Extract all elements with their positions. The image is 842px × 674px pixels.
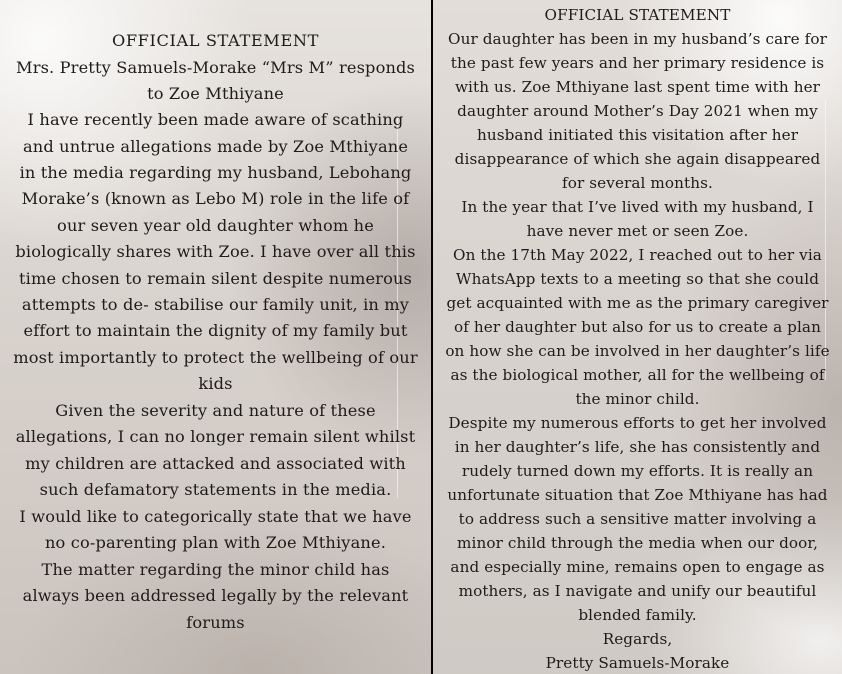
right-line: unfortunate situation that Zoe Mthiyane has had xyxy=(447,486,828,504)
left-line: Mrs. Pretty Samuels-Morake “Mrs M” responds xyxy=(15,58,416,77)
left-line: our seven year old daughter whom he xyxy=(57,216,374,235)
right-line: on how she can be involved in her daughter’s life xyxy=(445,342,830,360)
right-line: the minor child. xyxy=(575,390,700,408)
left-line: always been addressed legally by the relevant xyxy=(22,586,409,605)
left-line: attempts to de- stabilise our family unit, in my xyxy=(21,295,410,314)
right-line: Our daughter has been in my husband’s care for xyxy=(448,30,827,48)
statement-page-right xyxy=(433,0,842,674)
right-line: Pretty Samuels-Morake xyxy=(545,654,730,672)
left-line: no co-parenting plan with Zoe Mthiyane. xyxy=(44,533,387,552)
right-line: mothers, as I navigate and unify our beautiful xyxy=(458,582,817,600)
right-line: Despite my numerous efforts to get her involved xyxy=(448,414,827,432)
right-line: to address such a sensitive matter involving a xyxy=(458,510,817,528)
right-line: the past few years and her primary residence is xyxy=(450,54,825,72)
left-line: and untrue allegations made by Zoe Mthiyane xyxy=(22,137,409,156)
right-line: Regards, xyxy=(602,630,673,648)
left-line: to Zoe Mthiyane xyxy=(147,84,284,103)
left-line: most importantly to protect the wellbeing of our xyxy=(13,348,418,367)
right-line: rudely turned down my efforts. It is really an xyxy=(461,462,814,480)
left-line: forums xyxy=(186,613,245,632)
left-line: such defamatory statements in the media. xyxy=(39,480,392,499)
right-line: blended family. xyxy=(578,606,697,624)
right-line: with us. Zoe Mthiyane last spent time with her xyxy=(454,78,821,96)
left-heading: OFFICIAL STATEMENT xyxy=(111,31,320,50)
left-line: my children are attacked and associated with xyxy=(25,454,406,473)
left-line: I would like to categorically state that we have xyxy=(19,507,412,526)
right-line: disappearance of which she again disappeared xyxy=(454,150,821,168)
right-line: minor child through the media when our door, xyxy=(457,534,818,552)
right-line: for several months. xyxy=(562,174,713,192)
left-line: allegations, I can no longer remain silent whilst xyxy=(15,427,416,446)
left-line: time chosen to remain silent despite numerous xyxy=(19,269,412,288)
right-line: in her daughter’s life, she has consistently and xyxy=(454,438,821,456)
left-line: Given the severity and nature of these xyxy=(55,401,376,420)
left-line: The matter regarding the minor child has xyxy=(41,560,390,579)
right-line: WhatsApp texts to a meeting so that she could xyxy=(455,270,820,288)
right-line: In the year that I’ve lived with my husband, I xyxy=(461,198,814,216)
left-line: I have recently been made aware of scathing xyxy=(27,110,404,129)
right-line: of her daughter but also for us to create a plan xyxy=(454,318,821,336)
left-line: in the media regarding my husband, Lebohang xyxy=(19,163,412,182)
right-line: daughter around Mother’s Day 2021 when my xyxy=(457,102,818,120)
right-heading: OFFICIAL STATEMENT xyxy=(544,6,731,24)
left-line: Morake’s (known as Lebo M) role in the life of xyxy=(21,189,410,208)
right-line: get acquainted with me as the primary caregiver xyxy=(446,294,829,312)
right-line: and especially mine, remains open to engage as xyxy=(450,558,825,576)
right-line: husband initiated this visitation after her xyxy=(476,126,799,144)
right-line: have never met or seen Zoe. xyxy=(526,222,749,240)
left-line: effort to maintain the dignity of my family but xyxy=(23,321,408,340)
right-line: On the 17th May 2022, I reached out to her via xyxy=(453,246,822,264)
left-line: biologically shares with Zoe. I have over all this xyxy=(15,242,416,261)
right-line: as the biological mother, all for the wellbeing of xyxy=(450,366,825,384)
left-line: kids xyxy=(198,374,233,393)
